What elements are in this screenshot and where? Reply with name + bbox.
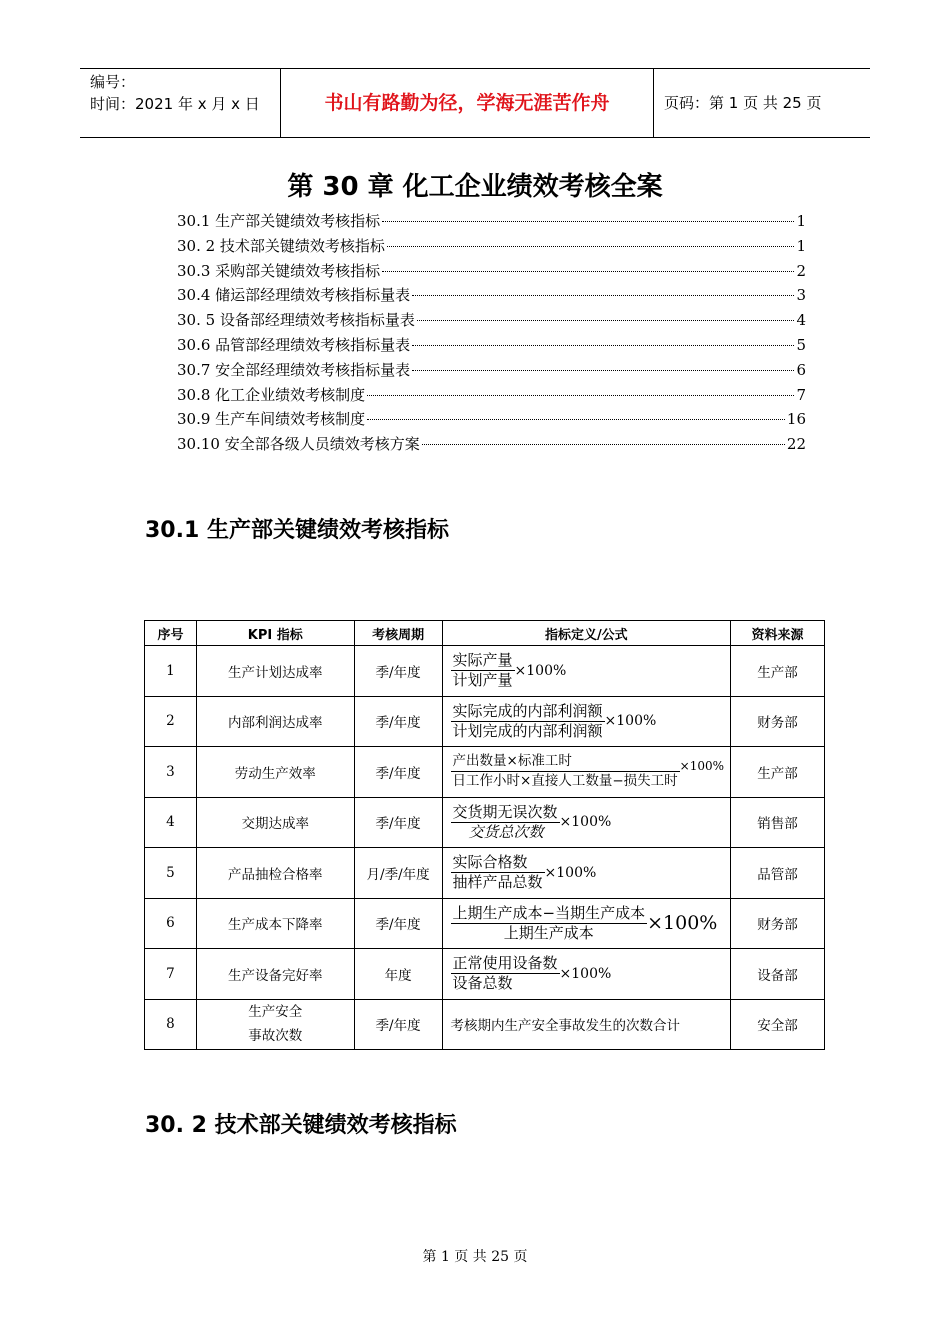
kpi-formula (442, 797, 731, 848)
toc-entry[interactable] (177, 334, 806, 359)
column-header: 资料来源 (731, 621, 825, 646)
table-row (145, 797, 825, 848)
toc-leader (367, 419, 785, 420)
column-header: 序号 (145, 621, 197, 646)
table-row (145, 696, 825, 747)
formula-multiplier: ×100% (679, 758, 725, 773)
kpi-name: 生产设备完好率 (196, 949, 354, 1000)
formula-multiplier: ×100% (559, 965, 612, 982)
formula-fraction (451, 651, 515, 690)
section-heading-technical: 30. 2 技术部关键绩效考核指标 (145, 1113, 457, 1138)
row-number: 7 (145, 949, 197, 1000)
toc-leader (367, 395, 794, 396)
toc-leader (382, 271, 794, 272)
toc-entry[interactable] (177, 260, 806, 285)
formula-numerator: 实际产量 (452, 651, 513, 670)
formula-denominator: 设备总数 (452, 974, 513, 993)
toc-page: 22 (786, 435, 806, 454)
table-header-row (145, 621, 825, 646)
data-source: 销售部 (731, 797, 825, 848)
row-number: 3 (145, 747, 197, 798)
column-header: KPI 指标 (196, 621, 354, 646)
formula-fraction (451, 853, 545, 892)
toc-leader (382, 221, 794, 222)
toc-page: 1 (796, 236, 806, 255)
column-header: 考核周期 (354, 621, 442, 646)
table-row (145, 747, 825, 798)
data-source: 财务部 (731, 696, 825, 747)
data-source: 生产部 (731, 747, 825, 798)
formula-denominator: 计划产量 (452, 671, 513, 690)
data-source: 品管部 (731, 848, 825, 899)
formula-multiplier: ×100% (604, 713, 657, 730)
toc-entry[interactable] (177, 235, 806, 260)
toc-title: 30.4 储运部经理绩效考核指标量表 (177, 286, 411, 305)
row-number: 6 (145, 898, 197, 949)
toc-entry[interactable] (177, 433, 806, 458)
toc-title: 30.8 化工企业绩效考核制度 (177, 385, 366, 404)
section-heading-production: 30.1 生产部关键绩效考核指标 (145, 518, 449, 543)
toc-entry[interactable] (177, 359, 806, 384)
toc-page: 3 (796, 286, 806, 305)
formula-numerator: 正常使用设备数 (452, 954, 558, 973)
row-number: 5 (145, 848, 197, 899)
toc-leader (422, 444, 785, 445)
table-row (145, 848, 825, 899)
table-row (145, 898, 825, 949)
kpi-formula (442, 747, 731, 798)
toc-title: 30.7 安全部经理绩效考核指标量表 (177, 360, 411, 379)
toc-title: 30. 2 技术部关键绩效考核指标 (177, 236, 385, 255)
toc-entry[interactable] (177, 408, 806, 433)
formula-multiplier: ×100% (544, 864, 597, 881)
kpi-formula (442, 949, 731, 1000)
kpi-name: 产品抽检合格率 (196, 848, 354, 899)
toc-entry[interactable] (177, 309, 806, 334)
row-number: 1 (145, 646, 197, 697)
toc-title: 30.3 采购部关键绩效考核指标 (177, 261, 381, 280)
toc-leader (387, 246, 795, 247)
toc-page: 2 (796, 261, 806, 280)
toc-entry[interactable] (177, 384, 806, 409)
table-of-contents (177, 210, 806, 458)
toc-leader (412, 295, 794, 296)
formula-fraction (451, 904, 648, 943)
data-source: 生产部 (731, 646, 825, 697)
data-source: 安全部 (731, 999, 825, 1050)
formula-multiplier: ×100% (647, 912, 718, 935)
formula-denominator: 交货总次数 (468, 822, 544, 841)
formula-denominator: 日工作小时×直接人工数量−损失工时 (452, 773, 678, 790)
toc-title: 30.10 安全部各级人员绩效考核方案 (177, 435, 420, 454)
toc-page: 7 (796, 385, 806, 404)
row-number: 4 (145, 797, 197, 848)
time-label: 时间：2021 年 x 月 x 日 (90, 95, 260, 113)
toc-entry[interactable] (177, 210, 806, 235)
formula-multiplier: ×100% (514, 662, 567, 679)
header-slogan: 书山有路勤为径，学海无涯苦作舟 (281, 69, 654, 137)
kpi-formula (442, 848, 731, 899)
review-period: 季/年度 (354, 898, 442, 949)
kpi-name (196, 999, 354, 1050)
number-label: 编号： (90, 73, 136, 91)
kpi-name-line: 事故次数 (248, 1028, 303, 1045)
review-period: 季/年度 (354, 646, 442, 697)
table-row (145, 999, 825, 1050)
formula-multiplier: ×100% (559, 814, 612, 831)
page-footer: 第 1 页 共 25 页 (422, 1249, 528, 1265)
kpi-formula (442, 696, 731, 747)
toc-title: 30. 5 设备部经理绩效考核指标量表 (177, 311, 415, 330)
column-header: 指标定义/公式 (442, 621, 731, 646)
toc-title: 30.9 生产车间绩效考核制度 (177, 410, 366, 429)
kpi-name: 劳动生产效率 (196, 747, 354, 798)
review-period: 季/年度 (354, 696, 442, 747)
table-row (145, 646, 825, 697)
data-source: 财务部 (731, 898, 825, 949)
toc-page: 1 (796, 212, 806, 230)
review-period: 月/季/年度 (354, 848, 442, 899)
formula-numerator: 实际完成的内部利润额 (452, 701, 603, 720)
data-source: 设备部 (731, 949, 825, 1000)
kpi-formula (442, 646, 731, 697)
row-number: 2 (145, 696, 197, 747)
formula-numerator: 上期生产成本−当期生产成本 (452, 903, 646, 922)
kpi-formula (442, 898, 731, 949)
formula-fraction (451, 803, 560, 842)
toc-leader (412, 345, 794, 346)
row-number: 8 (145, 999, 197, 1050)
header-page-info: 页码：第 1 页 共 25 页 (664, 94, 822, 112)
table-row (145, 949, 825, 1000)
toc-leader (412, 370, 794, 371)
toc-leader (417, 320, 795, 321)
kpi-name: 生产计划达成率 (196, 646, 354, 697)
header-meta (80, 69, 281, 137)
formula-denominator: 抽样产品总数 (452, 873, 543, 892)
kpi-definition: 考核期内生产安全事故发生的次数合计 (442, 999, 731, 1050)
formula-fraction (451, 752, 680, 791)
toc-page: 5 (796, 335, 806, 354)
toc-entry[interactable] (177, 284, 806, 309)
kpi-name: 生产成本下降率 (196, 898, 354, 949)
kpi-name-line: 生产安全 (248, 1004, 303, 1021)
formula-fraction (451, 702, 605, 741)
chapter-title: 第 30 章 化工企业绩效考核全案 (287, 172, 663, 202)
page-header (80, 68, 870, 138)
review-period: 季/年度 (354, 747, 442, 798)
formula-denominator: 上期生产成本 (503, 923, 594, 942)
kpi-name: 交期达成率 (196, 797, 354, 848)
toc-title: 30.6 品管部经理绩效考核指标量表 (177, 335, 411, 354)
formula-numerator: 交货期无误次数 (452, 802, 558, 821)
toc-title: 30.1 生产部关键绩效考核指标 (177, 212, 381, 230)
kpi-name: 内部利润达成率 (196, 696, 354, 747)
toc-page: 16 (786, 410, 806, 429)
formula-fraction (451, 954, 560, 993)
toc-page: 4 (796, 311, 806, 330)
kpi-table (144, 620, 825, 1050)
review-period: 年度 (354, 949, 442, 1000)
formula-denominator: 计划完成的内部利润额 (452, 721, 603, 740)
formula-numerator: 产出数量×标准工时 (451, 752, 680, 772)
formula-numerator: 实际合格数 (451, 853, 545, 873)
review-period: 季/年度 (354, 999, 442, 1050)
review-period: 季/年度 (354, 797, 442, 848)
toc-page: 6 (796, 360, 806, 379)
